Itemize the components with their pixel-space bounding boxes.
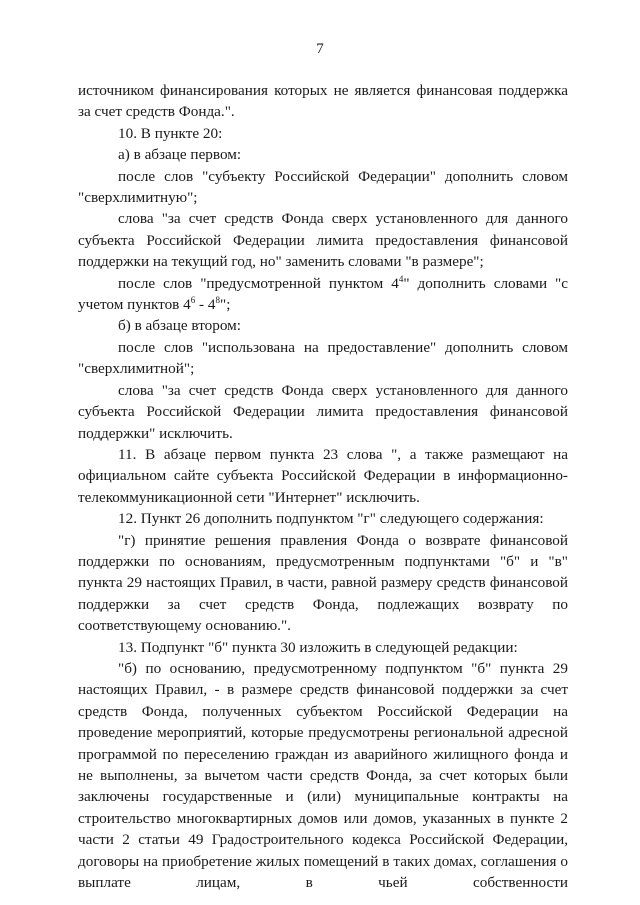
superscript: 8 <box>215 295 220 306</box>
paragraph-subitem-a: а) в абзаце первом: <box>118 146 242 164</box>
superscript: 6 <box>190 295 196 306</box>
page-number: 7 <box>316 41 324 57</box>
text-fragment: "; <box>220 296 231 314</box>
text-fragment: после слов "предусмотренной пунктом 4 <box>118 274 399 292</box>
paragraph-continuation: источником финансирования которых не является финансовая поддержка за счет средств Фонда.". <box>78 82 568 121</box>
paragraph-quoted-subitem-b: "б) по основанию, предусмотренному подпунктом "б" пункта 29 настоящих Правил, - в размере средств финансовой поддержки за счет средств Фонда, полученных субъектом Российской Федерации на проведение мероприятий, которые предусмотрены региональной адресной программой по переселению граждан из аварийного жилищного фонда и не выполнены, за вычетом части средств Фонда, за счет которых были заключены государственные и (или) муниципальные контракты на строительство многоквартирных домов или домов, указанных в пункте 2 части 2 статьи 49 Градостроительного кодекса Российской Федерации, договоры на приобретение жилых помещений в таких домах, соглашения о выплате лицам, в чьей собственности <box>78 659 568 892</box>
paragraph-item-10: 10. В пункте 20: <box>118 124 223 142</box>
text-fragment: " дополнить словами "с учетом пунктов 4 <box>78 274 568 314</box>
superscript: 4 <box>398 273 404 284</box>
paragraph-amendment: слова "за счет средств Фонда сверх установленного для данного субъекта Российской Федерации лимита предоставления финансовой поддержки на текущий год, но" заменить словами "в размере"; <box>78 210 568 271</box>
document-body <box>78 80 568 893</box>
paragraph-amendment-with-superscripts <box>78 273 568 316</box>
paragraph-item-12: 12. Пункт 26 дополнить подпунктом "г" следующего содержания: <box>118 510 544 528</box>
paragraph-amendment: после слов "субъекту Российской Федерации" дополнить словом "сверхлимитную"; <box>78 167 568 207</box>
paragraph-item-11: 11. В абзаце первом пункта 23 слова ", а также размещают на официальном сайте субъекта Российской Федерации в информационно-телекоммуникационной сети "Интернет" исключить. <box>78 445 568 506</box>
paragraph-quoted-subitem-g: "г) принятие решения правления Фонда о возврате финансовой поддержки по основаниям, предусмотренным подпунктами "б" и "в" пункта 29 настоящих Правил, в части, равной размеру средств финансовой поддержки за счет средств Фонда, подлежащих возврату по соответствующему основанию.". <box>78 531 568 635</box>
paragraph-amendment: слова "за счет средств Фонда сверх установленного для данного субъекта Российской Федерации лимита предоставления финансовой поддержки" исключить. <box>78 381 568 442</box>
paragraph-item-13: 13. Подпункт "б" пункта 30 изложить в следующей редакции: <box>118 638 518 656</box>
paragraph-amendment: после слов "использована на предоставление" дополнить словом "сверхлимитной"; <box>78 338 568 378</box>
text-fragment: - 4 <box>195 296 216 314</box>
paragraph-subitem-b: б) в абзаце втором: <box>118 317 241 335</box>
